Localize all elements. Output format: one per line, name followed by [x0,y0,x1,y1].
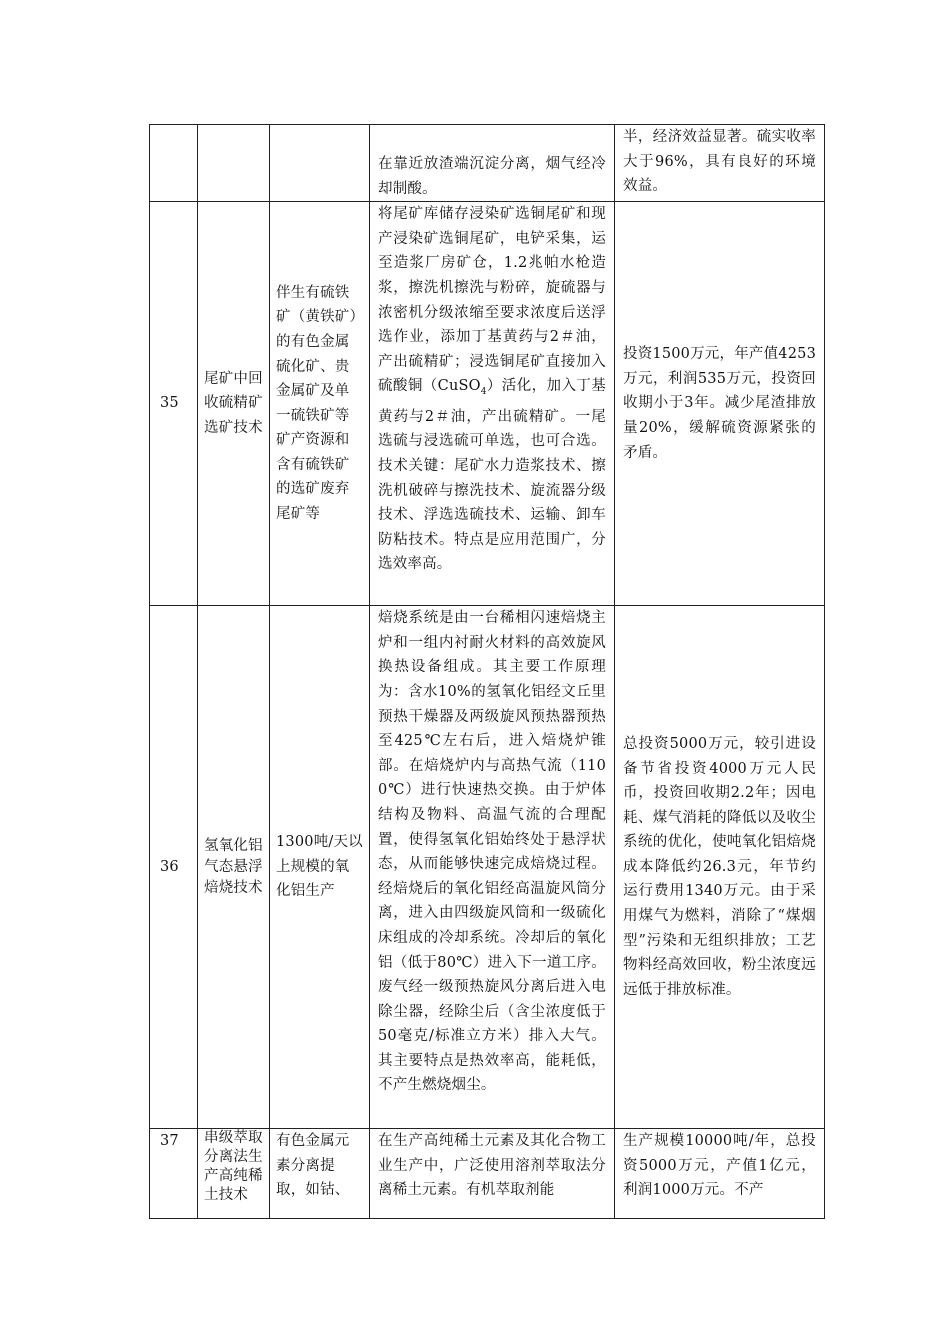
row-number [150,125,198,202]
technology-effect: 总投资5000万元，较引进设备节省投资4000万元人民币，投资回收期2.2年；因电耗、煤气消耗的降低以及收尘系统的优化，使吨氧化铝焙烧成本降低约26.3元，年节约运行费用1340万元。由于采用煤气为燃料，消除了“煤烟型”污染和无组织排放；工艺物料经高效回收，粉尘浓度远远低于排放标准。 [615,606,825,1129]
description-text: 在靠近放渣端沉淀分离，烟气经冷却制酸。 [378,156,606,197]
technology-description: 焙烧系统是由一台稀相闪速焙烧主炉和一组内衬耐火材料的高效旋风换热设备组成。其主要工作原理为：含水10%的氢氧化铝经文丘里预热干燥器及两级旋风预热器预热至425℃左右后，进入焙烧炉锥部。在焙烧炉内与高热气流（1100℃）进行快速热交换。由于炉体结构及物料、高温气流的合理配置，使得氢氧化铝始终处于悬浮状态，从而能够快速完成焙烧过程。经焙烧后的氧化铝经高温旋风筒分离，进入由四级旋风筒和一级硫化床组成的冷却系统。冷却后的氧化铝（低于80℃）进入下一道工序。废气经一级预热旋风分离后进入电除尘器，经除尘后（含尘浓度低于50毫克/标准立方米）排入大气。其主要特点是热效率高，能耗低，不产生燃烧烟尘。 [370,606,615,1129]
description-subscript: 4 [480,387,487,398]
table-row [150,125,825,202]
technology-name: 尾矿中回收硫精矿选矿技术 [198,202,270,606]
table-row [150,202,825,606]
row-number: 36 [150,606,198,1129]
technology-name: 氢氧化铝气态悬浮焙烧技术 [198,606,270,1129]
description-text-part1: 将尾矿库储存浸染矿选铜尾矿和现产浸染矿选铜尾矿，电铲采集，运至造浆厂房矿仓，1.2兆帕水枪造浆，擦洗机擦洗与粉碎，旋硫器与浓密机分级浓缩至要求浓度后送浮选作业，添加丁基黄药与2＃油，产出硫精矿；浸选铜尾矿直接加入硫酸铜（CuSO [378,206,606,395]
table-row [150,1129,825,1219]
technology-name [198,125,270,202]
technology-description [370,125,615,202]
technology-effect: 投资1500万元，年产值4253万元，利润535万元，投资回收期小于3年。减少尾渣排放量20%，缓解硫资源紧张的矛盾。 [615,202,825,606]
application-scope: 有色金属元素分离提取，如钴、 [270,1129,370,1219]
technology-effect: 生产规模10000吨/年，总投资5000万元，产值1亿元，利润1000万元。不产 [615,1129,825,1219]
description-text-part2: ）活化，加入丁基黄药与2＃油，产出硫精矿。一尾选硫与浸选硫可单选，也可合选。技术关键：尾矿水力造浆技术、擦洗机破碎与擦洗技术、旋流器分级技术、浮选选硫技术、运输、卸车防粘技术。特点是应用范围广，分选效率高。 [378,378,606,573]
application-scope [270,125,370,202]
application-scope: 1300吨/天以上规模的氧化铝生产 [270,606,370,1129]
table-row [150,606,825,1129]
technology-description: 在生产高纯稀土元素及其化合物工业生产中，广泛使用溶剂萃取法分离稀土元素。有机萃取剂能 [370,1129,615,1219]
technology-effect: 半，经济效益显著。硫实收率大于96%，具有良好的环境效益。 [615,125,825,202]
technology-description [370,202,615,606]
technology-name: 串级萃取分离法生产高纯稀土技术 [198,1129,270,1219]
technology-table [149,124,825,1219]
row-number: 35 [150,202,198,606]
row-number: 37 [150,1129,198,1219]
application-scope: 伴生有硫铁矿（黄铁矿）的有色金属硫化矿、贵金属矿及单一硫铁矿等矿产资源和含有硫铁矿的选矿废弃尾矿等 [270,202,370,606]
